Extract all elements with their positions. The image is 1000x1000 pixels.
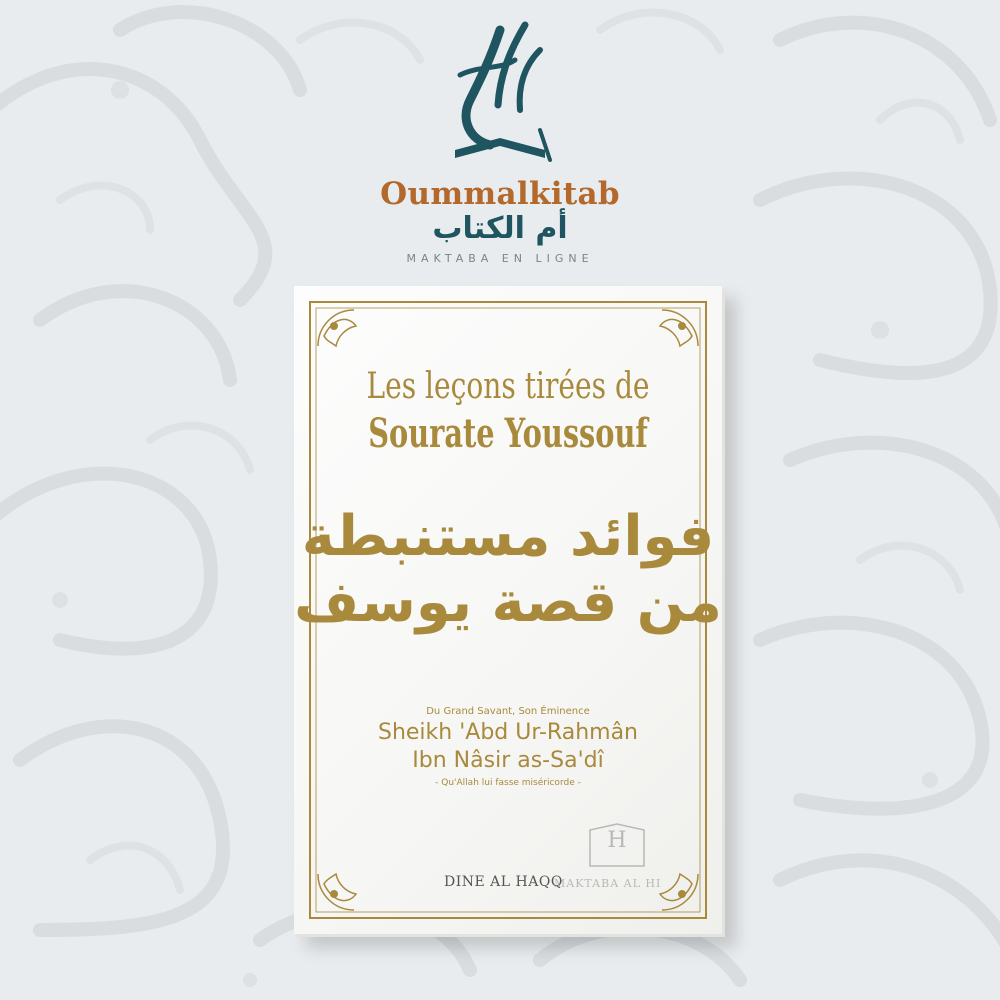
book-title-line2: Sourate Youssouf [368,410,648,457]
book-title-line1: Les leçons tirées de [366,366,650,407]
arabic-title-line2: من قصة يوسف [294,570,722,635]
watermark [554,822,724,902]
author-prayer: - Qu'Allah lui fasse miséricorde - [435,778,581,788]
author-name-line1: Sheikh 'Abd Ur-Rahmân [377,720,638,745]
brand-logo [0,0,1000,290]
calligraphy-logo-icon [430,20,570,170]
arabic-title-line1: فوائد مستنبطة [301,504,715,569]
publisher-name: DINE AL HAQQ [444,874,563,890]
author-intro: Du Grand Savant, Son Éminence [426,706,590,717]
arabic-title [294,504,722,636]
author-name-line2: Ibn Nâsir as-Sa'dî [412,748,604,773]
watermark-text: MAKTABA AL HI [554,877,662,890]
brand-name: Oummalkitab [380,176,620,212]
brand-arabic-name: أم الكتاب [432,211,568,246]
book-cover [294,286,722,934]
brand-tagline: MAKTABA EN LIGNE [406,252,594,265]
watermark-letter: H [607,828,627,853]
